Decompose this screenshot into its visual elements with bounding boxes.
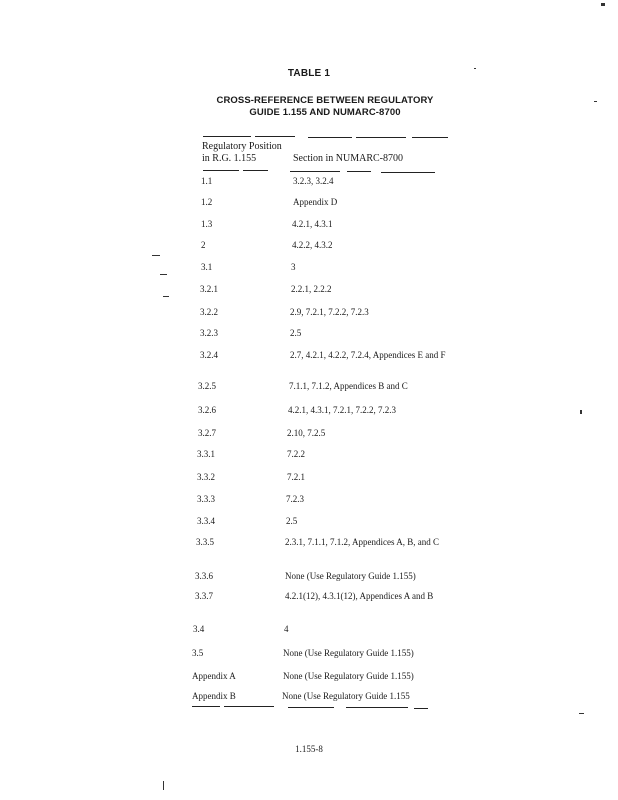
numarc-section-cell: 2.5 [290, 328, 302, 338]
regulatory-position-cell: 1.2 [201, 197, 213, 207]
bottom-rule [224, 706, 274, 707]
bottom-rule [414, 708, 428, 709]
numarc-section-cell: 4.2.1(12), 4.3.1(12), Appendices A and B [285, 591, 434, 601]
header-rule [203, 170, 239, 171]
regulatory-position-cell: 1.3 [201, 219, 213, 229]
page-number: 1.155-8 [295, 744, 323, 754]
numarc-section-cell: None (Use Regulatory Guide 1.155 [282, 691, 410, 701]
regulatory-position-cell: 3.3.7 [195, 591, 213, 601]
top-rule [412, 137, 448, 138]
numarc-section-cell: 7.1.1, 7.1.2, Appendices B and C [289, 381, 408, 391]
col-header-section: Section in NUMARC-8700 [293, 153, 403, 164]
numarc-section-cell: 4.2.2, 4.3.2 [292, 240, 333, 250]
regulatory-position-cell: 3.2.2 [200, 307, 218, 317]
bottom-rule [288, 707, 334, 708]
numarc-section-cell: 2.7, 4.2.1, 4.2.2, 7.2.4, Appendices E and F [290, 350, 446, 360]
regulatory-position-cell: 3.2.5 [198, 381, 216, 391]
scan-speck [160, 274, 167, 275]
scan-speck [163, 781, 164, 790]
top-rule [203, 136, 251, 137]
regulatory-position-cell: 3.2.6 [198, 405, 216, 415]
numarc-section-cell: 3.2.3, 3.2.4 [293, 176, 334, 186]
header-rule [347, 171, 371, 172]
scan-speck [152, 255, 160, 256]
regulatory-position-cell: Appendix A [192, 671, 236, 681]
scan-speck [474, 68, 476, 69]
regulatory-position-cell: 3.2.7 [198, 428, 216, 438]
scan-speck [580, 410, 582, 414]
regulatory-position-cell: 3.3.2 [197, 472, 215, 482]
numarc-section-cell: 2.2.1, 2.2.2 [291, 284, 332, 294]
table-label: TABLE 1 [287, 68, 331, 79]
numarc-section-cell: Appendix D [293, 197, 338, 207]
regulatory-position-cell: 3.5 [192, 648, 204, 658]
regulatory-position-cell: 3.3.6 [195, 571, 213, 581]
regulatory-position-cell: 3.3.3 [197, 494, 215, 504]
scan-speck [163, 296, 169, 297]
numarc-section-cell: 7.2.2 [287, 449, 305, 459]
regulatory-position-cell: 3.3.4 [197, 516, 215, 526]
table-title-line-2: GUIDE 1.155 AND NUMARC-8700 [249, 107, 401, 118]
scan-speck [601, 3, 605, 6]
numarc-section-cell: 2.10, 7.2.5 [287, 428, 326, 438]
regulatory-position-cell: 3.4 [193, 624, 205, 634]
bottom-rule [346, 707, 408, 708]
numarc-section-cell: 2.5 [286, 516, 298, 526]
regulatory-position-cell: 3.2.3 [200, 328, 218, 338]
header-rule [243, 170, 268, 171]
numarc-section-cell: 3 [291, 262, 296, 272]
numarc-section-cell: 2.3.1, 7.1.1, 7.1.2, Appendices A, B, and C [285, 537, 439, 547]
numarc-section-cell: None (Use Regulatory Guide 1.155) [285, 571, 416, 581]
regulatory-position-cell: 3.3.1 [197, 449, 215, 459]
regulatory-position-cell: 1.1 [201, 176, 213, 186]
table-title-line-1: CROSS-REFERENCE BETWEEN REGULATORY [216, 95, 434, 106]
numarc-section-cell: None (Use Regulatory Guide 1.155) [283, 648, 414, 658]
numarc-section-cell: 4.2.1, 4.3.1, 7.2.1, 7.2.2, 7.2.3 [288, 405, 396, 415]
scan-speck [594, 101, 597, 102]
bottom-rule [192, 706, 220, 707]
col-header-position: Regulatory Position in R.G. 1.155 [202, 141, 282, 164]
header-rule [381, 172, 435, 173]
regulatory-position-cell: 2 [201, 240, 206, 250]
top-rule [308, 137, 352, 138]
regulatory-position-cell: 3.1 [201, 262, 213, 272]
numarc-section-cell: 2.9, 7.2.1, 7.2.2, 7.2.3 [290, 307, 369, 317]
regulatory-position-cell: Appendix B [192, 691, 236, 701]
top-rule [255, 136, 295, 137]
numarc-section-cell: 4.2.1, 4.3.1 [292, 219, 333, 229]
regulatory-position-cell: 3.2.4 [200, 350, 218, 360]
table-title [200, 95, 450, 119]
header-rule [290, 171, 340, 172]
regulatory-position-cell: 3.2.1 [200, 284, 218, 294]
top-rule [356, 137, 406, 138]
scan-speck [579, 713, 584, 714]
numarc-section-cell: 7.2.1 [287, 472, 305, 482]
numarc-section-cell: 4 [284, 624, 289, 634]
regulatory-position-cell: 3.3.5 [196, 537, 214, 547]
numarc-section-cell: None (Use Regulatory Guide 1.155) [283, 671, 414, 681]
numarc-section-cell: 7.2.3 [286, 494, 304, 504]
